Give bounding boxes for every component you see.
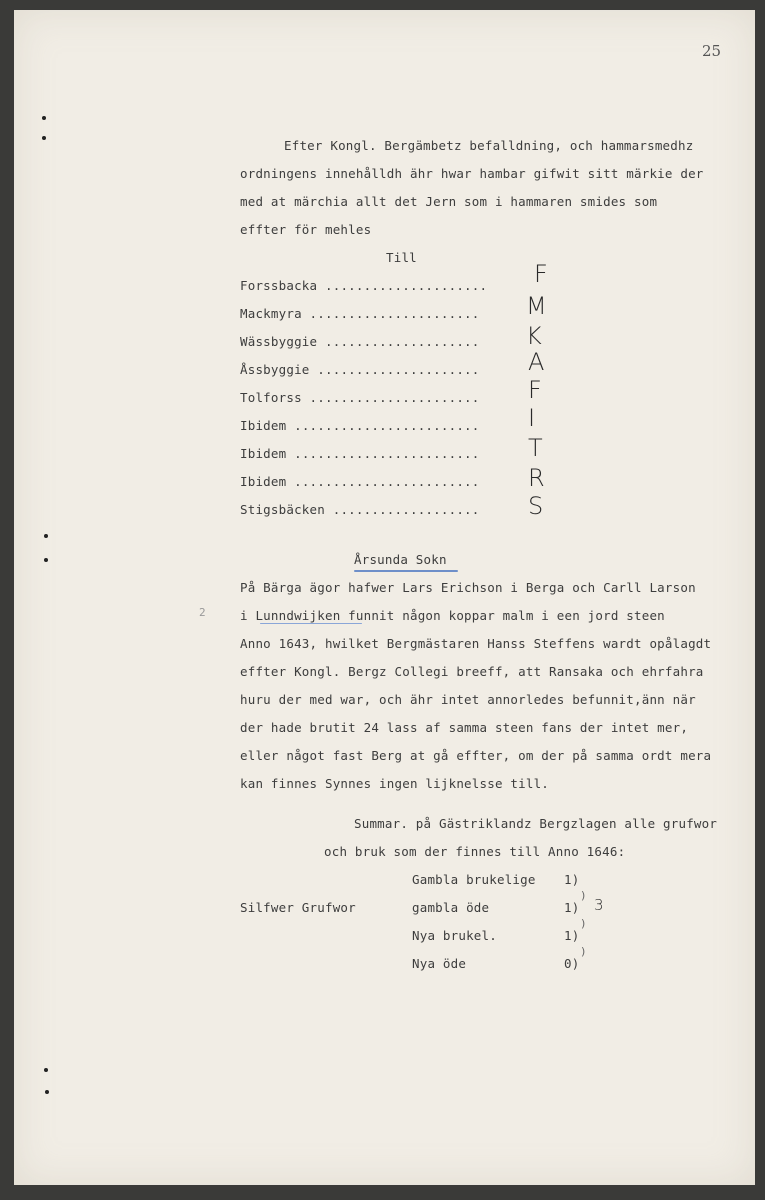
silver-row-name: Nya öde: [412, 956, 467, 971]
handwritten-mark: M: [526, 292, 547, 320]
handwritten-mark: I: [528, 404, 536, 432]
leader-dots: ........................: [294, 446, 480, 461]
page-number: 25: [702, 42, 722, 60]
leader-dots: ......................: [309, 306, 480, 321]
mark-row: [240, 362, 480, 377]
margin-note: 2: [199, 606, 206, 619]
paragraph-line: der hade brutit 24 lass af samma steen fans der intet mer,: [240, 720, 689, 735]
leader-dots: ........................: [294, 418, 480, 433]
mark-place: Wässbyggie: [240, 334, 318, 349]
handwritten-mark: F: [534, 260, 548, 288]
handwritten-mark: R: [528, 464, 545, 492]
mark-place: Ibidem: [240, 418, 287, 433]
handwritten-mark: F: [528, 376, 542, 404]
mark-row: [240, 474, 480, 489]
mark-row: [240, 306, 480, 321]
paragraph-line: i Lunndwijken funnit någon koppar malm i een jord steen: [240, 608, 665, 623]
bracket-glyph: ): [580, 917, 587, 930]
name-underline: [260, 623, 362, 624]
mark-row: [240, 502, 480, 517]
mark-place: Ibidem: [240, 474, 287, 489]
silver-row-name: Gambla brukelige: [412, 872, 536, 887]
intro-line: ordningens innehålldh ähr hwar hambar gifwit sitt märkie der: [240, 166, 704, 181]
mark-place: Stigsbäcken: [240, 502, 325, 517]
bracket-glyph: ): [580, 945, 587, 958]
mark-place: Åssbyggie: [240, 362, 310, 377]
handwritten-mark: T: [528, 434, 543, 462]
mark-row: [240, 334, 480, 349]
punch-hole: [42, 116, 46, 120]
punch-hole: [42, 136, 46, 140]
mark-place: Mackmyra: [240, 306, 302, 321]
document-page: [14, 10, 755, 1185]
paragraph-line: kan finnes Synnes ingen lijknelsse till.: [240, 776, 550, 791]
silver-row-name: gambla öde: [412, 900, 490, 915]
paragraph-line: huru der med war, och ähr intet annorledes befunnit,änn när: [240, 692, 696, 707]
summary-line: och bruk som der finnes till Anno 1646:: [324, 844, 626, 859]
leader-dots: ...................: [332, 502, 480, 517]
mark-row: [240, 278, 487, 293]
mark-row: [240, 390, 480, 405]
mark-place: Forssbacka: [240, 278, 318, 293]
intro-line: Efter Kongl. Bergämbetz befalldning, och hammarsmedhz: [284, 138, 694, 153]
mark-row: [240, 418, 480, 433]
section-heading: Årsunda Sokn: [354, 552, 447, 567]
silver-row-count: 1): [564, 900, 580, 915]
leader-dots: ........................: [294, 474, 480, 489]
leader-dots: ....................: [325, 334, 480, 349]
intro-line: effter för mehles: [240, 222, 372, 237]
silver-label: Silfwer Grufwor: [240, 900, 356, 915]
punch-hole: [45, 1090, 49, 1094]
handwritten-mark: A: [528, 348, 545, 376]
leader-dots: .....................: [325, 278, 488, 293]
summary-line: Summar. på Gästriklandz Bergzlagen alle grufwor: [354, 816, 718, 831]
bracket-glyph: ): [580, 889, 587, 902]
leader-dots: ......................: [309, 390, 480, 405]
till-heading: Till: [386, 250, 417, 265]
silver-row-name: Nya brukel.: [412, 928, 497, 943]
handwritten-mark: S: [528, 492, 544, 520]
silver-row-count: 1): [564, 872, 580, 887]
paragraph-line: På Bärga ägor hafwer Lars Erichson i Berga och Carll Larson: [240, 580, 696, 595]
paragraph-line: eller något fast Berg at gå effter, om der på samma ordt mera: [240, 748, 712, 763]
silver-row-count: 1): [564, 928, 580, 943]
handwritten-mark: K: [526, 322, 542, 350]
mark-row: [240, 446, 480, 461]
punch-hole: [44, 558, 48, 562]
silver-row-count: 0): [564, 956, 580, 971]
mark-place: Tolforss: [240, 390, 302, 405]
intro-line: med at märchia allt det Jern som i hammaren smides som: [240, 194, 658, 209]
mark-place: Ibidem: [240, 446, 287, 461]
heading-underline: [354, 570, 458, 572]
punch-hole: [44, 1068, 48, 1072]
leader-dots: .....................: [317, 362, 480, 377]
handwritten-total: 3: [594, 896, 604, 914]
punch-hole: [44, 534, 48, 538]
paragraph-line: effter Kongl. Bergz Collegi breeff, att Ransaka och ehrfahra: [240, 664, 704, 679]
paragraph-line: Anno 1643, hwilket Bergmästaren Hanss Steffens wardt opålagdt: [240, 636, 712, 651]
